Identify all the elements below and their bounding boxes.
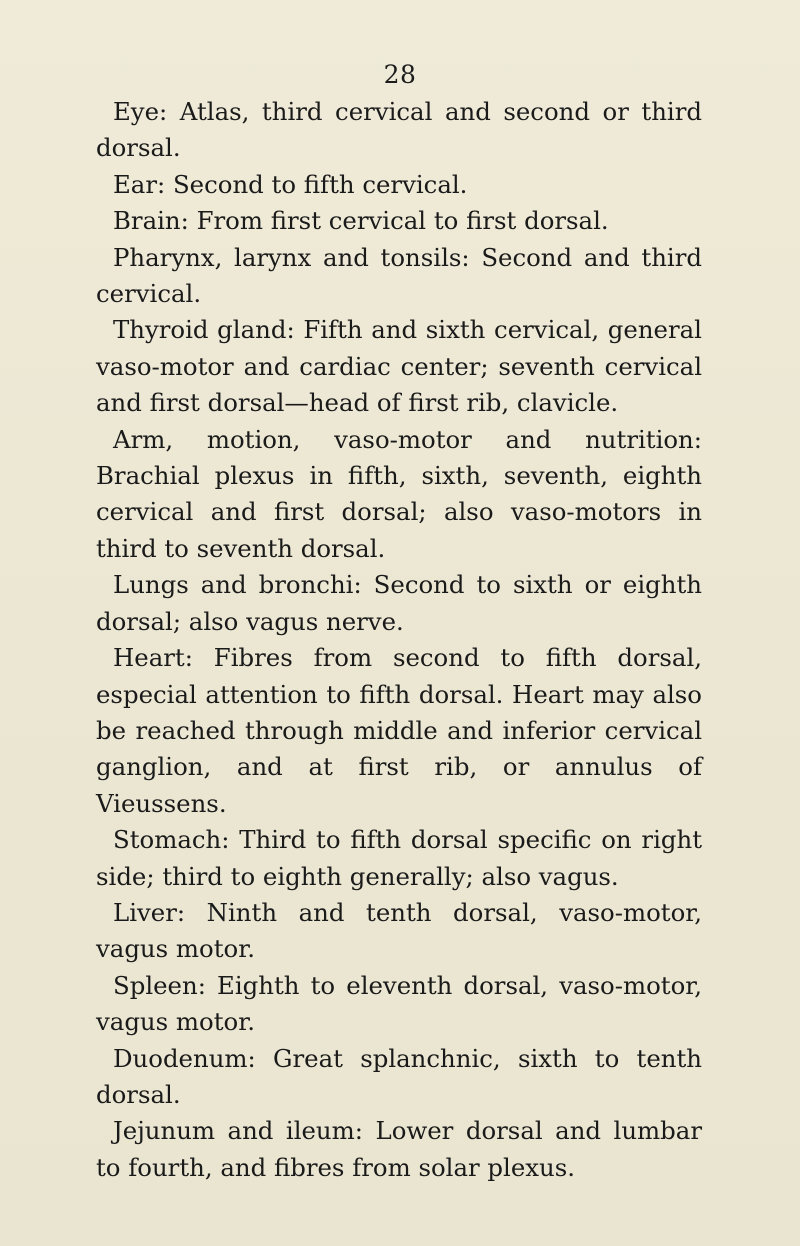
page-number: 28 (383, 60, 417, 89)
paragraph-pharynx: Pharynx, larynx and tonsils: Second and third cervical. (96, 242, 702, 309)
paragraph-jejunum: Jejunum and ileum: Lower dorsal and lumbar to fourth, and fibres from solar plexus. (96, 1116, 702, 1182)
body-text (96, 94, 702, 1186)
paragraph-eye: Eye: Atlas, third cervical and second or third dorsal. (96, 97, 702, 163)
paragraph-brain: Brain: From first cervical to first dorsal. (113, 206, 609, 236)
paragraph-arm: Arm, motion, vaso-motor and nutrition: Brachial plexus in fifth, sixth, seventh, eighth cervical and first dorsal; also vaso-motors in third to seventh dorsal. (96, 424, 702, 563)
paragraph-liver: Liver: Ninth and tenth dorsal, vaso-motor, vagus motor. (96, 897, 702, 964)
paragraph-duodenum: Duodenum: Great splanchnic, sixth to tenth dorsal. (96, 1043, 702, 1109)
paragraph-heart: Heart: Fibres from second to fifth dorsal, especial attention to fifth dorsal. Heart may also be reached through middle and inferior cervical ganglion, and at first rib, or annulus of Vieussens. (96, 643, 702, 818)
paragraph-lungs: Lungs and bronchi: Second to sixth or eighth dorsal; also vagus nerve. (96, 570, 702, 636)
paragraph-spleen: Spleen: Eighth to eleventh dorsal, vaso-motor, vagus motor. (96, 970, 702, 1037)
paragraph-ear: Ear: Second to fifth cervical. (113, 169, 468, 199)
paragraph-thyroid: Thyroid gland: Fifth and sixth cervical, general vaso-motor and cardiac center; seventh cervical and first dorsal—head of first rib, clavicle. (96, 315, 702, 418)
paragraph-stomach: Stomach: Third to fifth dorsal specific on right side; third to eighth generally; also vagus. (96, 825, 702, 891)
